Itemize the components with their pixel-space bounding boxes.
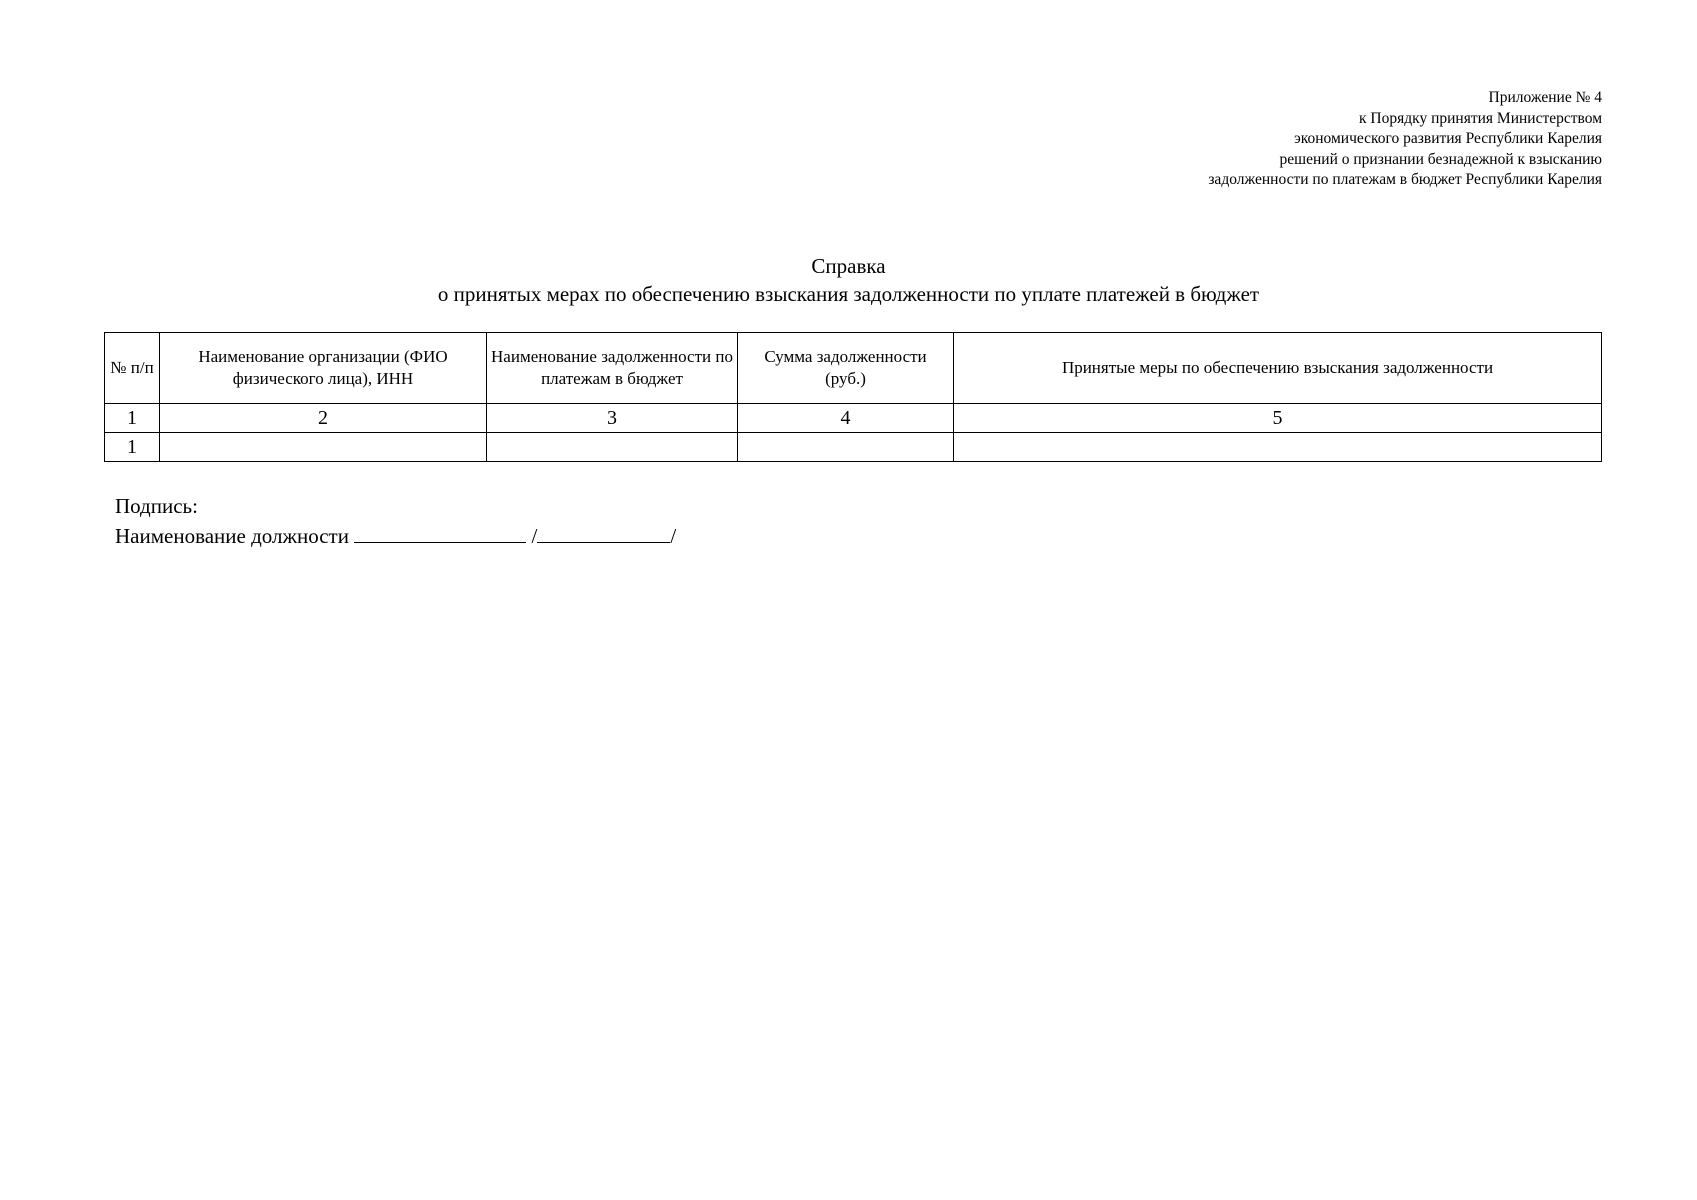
appendix-line: экономического развития Республики Карелия [1294,130,1602,147]
appendix-line: Приложение № 4 [1488,89,1602,106]
appendix-note [902,88,1602,191]
table-cell: 5 [954,404,1602,433]
table-cell [954,433,1602,462]
signature-block [115,492,676,550]
signature-label: Подпись: [115,494,198,518]
header-organization: Наименование организации (ФИО физического лица), ИНН [160,333,487,404]
document-title [0,252,1697,308]
position-label: Наименование должности [115,524,349,548]
debt-measures-table [104,332,1602,462]
table-cell: 1 [105,433,160,462]
appendix-line: решений о признании безнадежной к взысканию [1279,150,1602,168]
table-row-numbering [105,404,1602,433]
table-row [105,433,1602,462]
appendix-line: задолженности по платежам в бюджет Республики Карелия [1208,171,1602,188]
header-number: № п/п [105,333,160,404]
table-cell: 4 [738,404,954,433]
title-heading: Справка [811,254,886,278]
table-cell: 2 [160,404,487,433]
signature-separator: / [531,524,538,548]
signature-end-separator: / [670,524,677,548]
table-cell [738,433,954,462]
title-subheading: о принятых мерах по обеспечению взыскания задолженности по уплате платежей в бюджет [437,282,1260,306]
header-debt-name: Наименование задолженности по платежам в бюджет [487,333,738,404]
table-header-row [105,333,1602,404]
table-cell [487,433,738,462]
header-debt-amount: Сумма задолженности (руб.) [738,333,954,404]
table-cell: 1 [105,404,160,433]
table-cell [160,433,487,462]
signature-line [115,520,676,550]
appendix-line: к Порядку принятия Министерством [1359,109,1602,127]
position-blank [354,520,526,543]
table-cell: 3 [487,404,738,433]
header-measures: Принятые меры по обеспечению взыскания задолженности [954,333,1602,404]
signature-blank [537,520,670,543]
